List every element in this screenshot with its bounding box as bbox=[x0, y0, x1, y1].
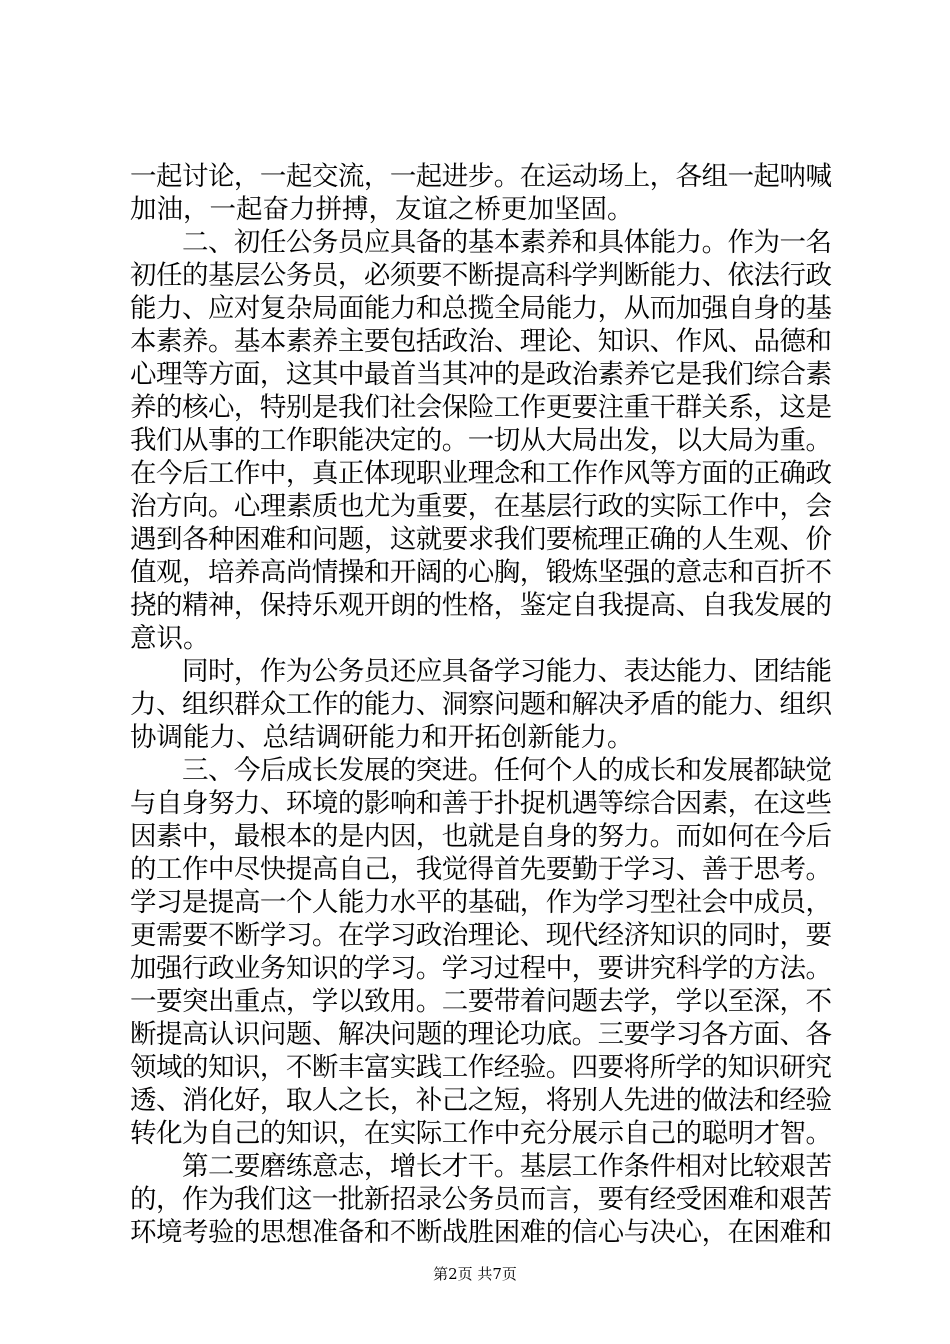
text-line: 同时，作为公务员还应具备学习能力、表达能力、团结能 bbox=[130, 656, 832, 687]
text-line: 养的核心，特别是我们社会保险工作更要注重干群关系，这是 bbox=[130, 392, 832, 423]
text-line: 能力、应对复杂局面能力和总揽全局能力，从而加强自身的基 bbox=[130, 293, 832, 324]
text-line: 值观，培养高尚情操和开阔的心胸，锻炼坚强的意志和百折不 bbox=[130, 557, 832, 588]
text-line: 协调能力、总结调研能力和开拓创新能力。 bbox=[130, 722, 634, 753]
text-line: 我们从事的工作职能决定的。一切从大局出发，以大局为重。 bbox=[130, 425, 832, 456]
text-line: 环境考验的思想准备和不断战胜困难的信心与决心，在困难和 bbox=[130, 1217, 832, 1248]
text-line: 透、消化好，取人之长，补己之短，将别人先进的做法和经验 bbox=[130, 1085, 832, 1116]
text-line: 二、初任公务员应具备的基本素养和具体能力。作为一名 bbox=[130, 227, 832, 258]
text-line: 加强行政业务知识的学习。学习过程中，要讲究科学的方法。 bbox=[130, 953, 832, 984]
text-line: 加油，一起奋力拼搏，友谊之桥更加坚固。 bbox=[130, 194, 634, 225]
text-line: 意识。 bbox=[130, 623, 210, 654]
text-line: 在今后工作中，真正体现职业理念和工作作风等方面的正确政 bbox=[130, 458, 832, 489]
text-line: 领域的知识，不断丰富实践工作经验。四要将所学的知识研究 bbox=[130, 1052, 832, 1083]
text-line: 学习是提高一个人能力水平的基础，作为学习型社会中成员， bbox=[130, 887, 832, 918]
text-line: 与自身努力、环境的影响和善于扑捉机遇等综合因素，在这些 bbox=[130, 788, 832, 819]
document-body bbox=[130, 160, 832, 1249]
text-line: 断提高认识问题、解决问题的理论功底。三要学习各方面、各 bbox=[130, 1019, 832, 1050]
text-line: 第二要磨练意志，增长才干。基层工作条件相对比较艰苦 bbox=[130, 1151, 832, 1182]
text-line: 一要突出重点，学以致用。二要带着问题去学，学以至深，不 bbox=[130, 986, 832, 1017]
text-line: 一起讨论，一起交流，一起进步。在运动场上，各组一起呐喊 bbox=[130, 161, 832, 192]
text-line: 挠的精神，保持乐观开朗的性格，鉴定自我提高、自我发展的 bbox=[130, 590, 832, 621]
text-line: 的工作中尽快提高自己，我觉得首先要勤于学习、善于思考。 bbox=[130, 854, 832, 885]
text-line: 转化为自己的知识，在实际工作中充分展示自己的聪明才智。 bbox=[130, 1118, 832, 1149]
text-line: 遇到各种困难和问题，这就要求我们要梳理正确的人生观、价 bbox=[130, 524, 832, 555]
text-line: 本素养。基本素养主要包括政治、理论、知识、作风、品德和 bbox=[130, 326, 832, 357]
text-line: 因素中，最根本的是内因，也就是自身的努力。而如何在今后 bbox=[130, 821, 832, 852]
text-line: 三、今后成长发展的突进。任何个人的成长和发展都缺觉 bbox=[130, 755, 832, 786]
text-line: 力、组织群众工作的能力、洞察问题和解决矛盾的能力、组织 bbox=[130, 689, 832, 720]
text-line: 更需要不断学习。在学习政治理论、现代经济知识的同时，要 bbox=[130, 920, 832, 951]
text-line: 的，作为我们这一批新招录公务员而言，要有经受困难和艰苦 bbox=[130, 1184, 832, 1215]
text-line: 初任的基层公务员，必须要不断提高科学判断能力、依法行政 bbox=[130, 260, 832, 291]
text-line: 治方向。心理素质也尤为重要，在基层行政的实际工作中，会 bbox=[130, 491, 832, 522]
page-number-footer: 第2页 共7页 bbox=[433, 1265, 517, 1283]
text-line: 心理等方面，这其中最首当其冲的是政治素养它是我们综合素 bbox=[130, 359, 832, 390]
